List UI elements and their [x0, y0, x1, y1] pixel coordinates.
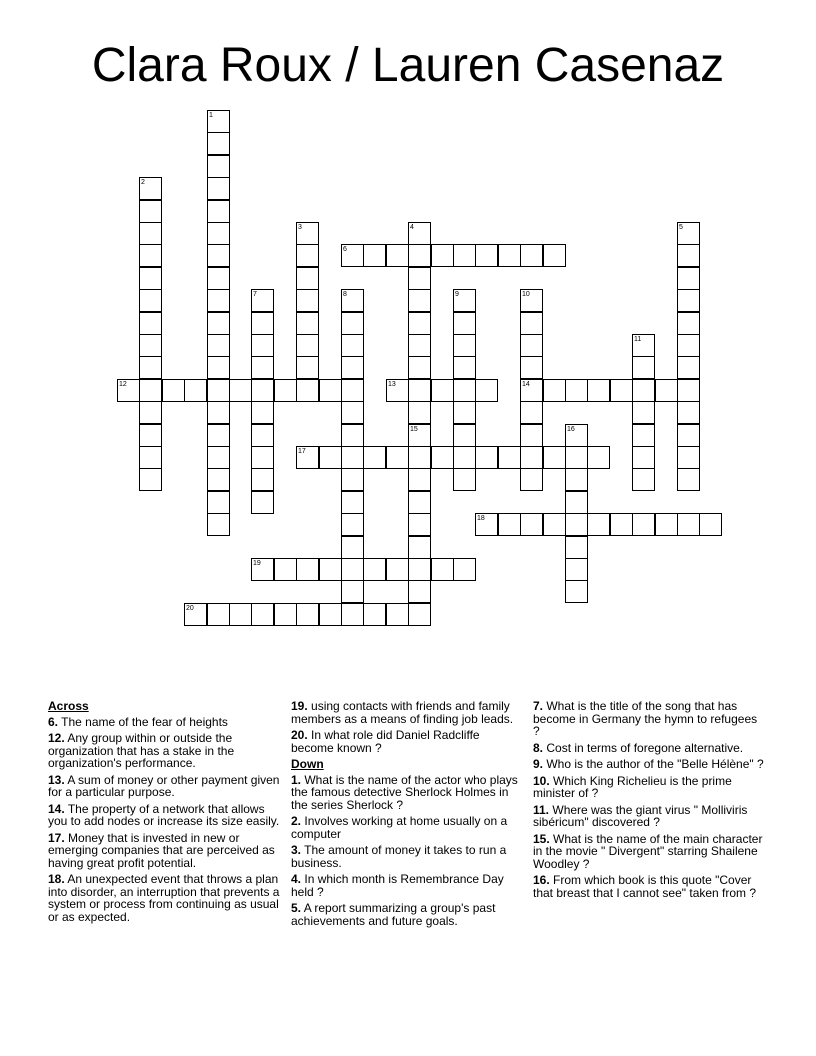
grid-cell[interactable] — [520, 424, 543, 447]
clue-text: In which month is Remembrance Day held ? — [291, 872, 504, 899]
grid-cell[interactable] — [251, 289, 274, 312]
grid-cell[interactable] — [565, 446, 588, 469]
grid-cell[interactable] — [207, 267, 230, 290]
grid-cell[interactable] — [296, 558, 319, 581]
grid-cell[interactable] — [632, 468, 655, 491]
grid-cell[interactable] — [341, 379, 364, 402]
clue-text: Who is the author of the "Belle Hélène" ? — [546, 757, 764, 771]
grid-cell[interactable] — [677, 334, 700, 357]
grid-cell[interactable] — [655, 513, 678, 536]
grid-cell[interactable] — [453, 312, 476, 335]
clue-down-2 — [291, 815, 523, 840]
clue-column-2 — [291, 700, 523, 931]
clue-down-9 — [533, 758, 765, 771]
grid-cell[interactable] — [296, 267, 319, 290]
grid-cell[interactable] — [207, 379, 230, 402]
clue-text: A sum of money or other payment given for a particular purpose. — [48, 772, 280, 799]
grid-cell[interactable] — [296, 446, 319, 469]
grid-cell[interactable] — [408, 289, 431, 312]
cell-number: 8 — [343, 291, 347, 298]
grid-cell[interactable] — [341, 446, 364, 469]
grid-cell[interactable] — [677, 401, 700, 424]
grid-cell[interactable] — [139, 244, 162, 267]
grid-cell[interactable] — [498, 446, 521, 469]
clue-across-14 — [48, 803, 280, 828]
grid-cell[interactable] — [207, 110, 230, 133]
grid-cell[interactable] — [139, 177, 162, 200]
clue-across-19 — [291, 700, 523, 725]
grid-cell[interactable] — [408, 244, 431, 267]
clue-across-13 — [48, 774, 280, 799]
grid-cell[interactable] — [632, 401, 655, 424]
grid-cell[interactable] — [207, 334, 230, 357]
clue-across-18 — [48, 873, 280, 923]
grid-cell[interactable] — [184, 379, 207, 402]
grid-cell[interactable] — [632, 446, 655, 469]
cell-number: 17 — [298, 448, 306, 455]
grid-cell[interactable] — [475, 446, 498, 469]
grid-cell[interactable] — [408, 468, 431, 491]
grid-cell[interactable] — [296, 356, 319, 379]
clue-text: Money that is invested in new or emerging companies that are perceived as having great profit potential. — [48, 830, 275, 870]
grid-cell[interactable] — [431, 446, 454, 469]
cell-number: 9 — [455, 291, 459, 298]
puzzle-title: Clara Roux / Lauren Casenaz — [91, 39, 725, 92]
grid-cell[interactable] — [207, 200, 230, 223]
grid-cell[interactable] — [341, 580, 364, 603]
grid-cell[interactable] — [408, 312, 431, 335]
clue-number: 10. — [533, 773, 550, 788]
grid-cell[interactable] — [341, 468, 364, 491]
clue-down-11 — [533, 804, 765, 829]
grid-cell[interactable] — [655, 379, 678, 402]
grid-cell[interactable] — [341, 603, 364, 626]
clue-text: A report summarizing a group's past achievements and future goals. — [291, 901, 496, 928]
grid-cell[interactable] — [587, 379, 610, 402]
clue-text: Which King Richelieu is the prime minister of ? — [533, 773, 732, 800]
grid-cell[interactable] — [520, 446, 543, 469]
grid-cell[interactable] — [543, 513, 566, 536]
grid-cell[interactable] — [475, 244, 498, 267]
clue-text: using contacts with friends and family members as a means of finding job leads. — [291, 699, 514, 726]
grid-cell[interactable] — [453, 401, 476, 424]
grid-cell[interactable] — [520, 379, 543, 402]
grid-cell[interactable] — [319, 379, 342, 402]
grid-cell[interactable] — [207, 401, 230, 424]
grid-cell[interactable] — [408, 580, 431, 603]
clue-text: Involves working at home usually on a computer — [291, 814, 508, 841]
cell-number: 20 — [186, 605, 194, 612]
grid-cell[interactable] — [319, 603, 342, 626]
grid-cell[interactable] — [610, 513, 633, 536]
grid-cell[interactable] — [207, 468, 230, 491]
cell-number: 4 — [410, 224, 414, 231]
clue-number: 12. — [48, 731, 65, 745]
grid-cell[interactable] — [677, 267, 700, 290]
clue-number: 17. — [48, 830, 65, 845]
grid-cell[interactable] — [341, 312, 364, 335]
grid-cell[interactable] — [408, 603, 431, 626]
grid-cell[interactable] — [296, 289, 319, 312]
clue-text: The name of the fear of heights — [61, 714, 228, 729]
clue-down-1 — [291, 774, 523, 812]
grid-cell[interactable] — [453, 244, 476, 267]
grid-cell[interactable] — [341, 334, 364, 357]
grid-cell[interactable] — [565, 513, 588, 536]
grid-cell[interactable] — [520, 334, 543, 357]
clue-number: 14. — [48, 801, 65, 816]
grid-cell[interactable] — [632, 334, 655, 357]
clue-text: Cost in terms of foregone alternative. — [546, 740, 744, 755]
grid-cell[interactable] — [229, 603, 252, 626]
clue-number: 5. — [291, 901, 302, 915]
grid-cell[interactable] — [139, 468, 162, 491]
clue-number: 13. — [48, 772, 65, 787]
grid-cell[interactable] — [587, 446, 610, 469]
cell-number: 15 — [410, 426, 418, 433]
grid-cell[interactable] — [520, 289, 543, 312]
clue-across-6 — [48, 716, 280, 729]
grid-cell[interactable] — [677, 244, 700, 267]
clue-number: 19. — [291, 699, 308, 713]
grid-cell[interactable] — [587, 513, 610, 536]
grid-cell[interactable] — [251, 424, 274, 447]
grid-cell[interactable] — [408, 267, 431, 290]
grid-cell[interactable] — [408, 536, 431, 559]
grid-cell[interactable] — [408, 513, 431, 536]
grid-cell[interactable] — [386, 244, 409, 267]
clue-number: 6. — [48, 714, 59, 729]
grid-cell[interactable] — [431, 558, 454, 581]
cell-number: 1 — [209, 112, 213, 119]
cell-number: 2 — [141, 179, 145, 186]
clue-across-17 — [48, 832, 280, 870]
cell-number: 5 — [679, 224, 683, 231]
clue-number: 1. — [291, 772, 302, 787]
grid-cell[interactable] — [408, 356, 431, 379]
grid-cell[interactable] — [565, 558, 588, 581]
grid-cell[interactable] — [677, 356, 700, 379]
grid-cell[interactable] — [341, 356, 364, 379]
clue-text: Any group within or outside the organization that has a stake in the organization's performance. — [48, 731, 235, 770]
grid-cell[interactable] — [341, 401, 364, 424]
clue-text: What is the title of the song that has become in Germany the hymn to refugees ? — [533, 699, 758, 738]
grid-cell[interactable] — [251, 356, 274, 379]
grid-cell[interactable] — [632, 513, 655, 536]
grid-cell[interactable] — [363, 446, 386, 469]
clue-number: 15. — [533, 831, 550, 846]
grid-cell[interactable] — [520, 312, 543, 335]
grid-cell[interactable] — [408, 334, 431, 357]
grid-cell[interactable] — [319, 446, 342, 469]
grid-cell[interactable] — [453, 356, 476, 379]
clue-text: The property of a network that allows you to add nodes or increase its size easily. — [48, 801, 280, 828]
grid-cell[interactable] — [139, 356, 162, 379]
grid-cell[interactable] — [677, 468, 700, 491]
grid-cell[interactable] — [251, 468, 274, 491]
grid-cell[interactable] — [296, 603, 319, 626]
across-heading: Across — [48, 699, 89, 713]
clue-number: 3. — [291, 843, 302, 857]
grid-cell[interactable] — [207, 222, 230, 245]
grid-cell[interactable] — [520, 513, 543, 536]
grid-cell[interactable] — [341, 424, 364, 447]
clue-down-8 — [533, 742, 765, 755]
grid-cell[interactable] — [296, 222, 319, 245]
grid-cell[interactable] — [274, 603, 297, 626]
grid-cell[interactable] — [207, 491, 230, 514]
grid-cell[interactable] — [207, 289, 230, 312]
clue-text: An unexpected event that throws a plan into disorder, an interruption that prevents a system or process from continuing as usual or as expected. — [48, 872, 280, 924]
cell-number: 11 — [634, 336, 642, 343]
grid-cell[interactable] — [677, 446, 700, 469]
grid-cell[interactable] — [475, 513, 498, 536]
grid-cell[interactable] — [296, 312, 319, 335]
grid-cell[interactable] — [677, 312, 700, 335]
clue-text: Where was the giant virus " Molliviris sibéricum" discovered ? — [533, 802, 748, 829]
grid-cell[interactable] — [251, 312, 274, 335]
grid-cell[interactable] — [520, 244, 543, 267]
grid-cell[interactable] — [408, 446, 431, 469]
grid-cell[interactable] — [207, 424, 230, 447]
down-heading: Down — [291, 757, 324, 771]
grid-cell[interactable] — [565, 580, 588, 603]
clue-text: From which book is this quote "Cover that breast that I cannot see" taken from ? — [533, 873, 757, 900]
grid-cell[interactable] — [296, 334, 319, 357]
grid-cell[interactable] — [207, 513, 230, 536]
grid-cell[interactable] — [520, 356, 543, 379]
grid-cell[interactable] — [565, 379, 588, 402]
grid-cell[interactable] — [431, 244, 454, 267]
grid-cell[interactable] — [408, 424, 431, 447]
grid-cell[interactable] — [453, 424, 476, 447]
clue-down-7 — [533, 700, 765, 738]
grid-cell[interactable] — [453, 289, 476, 312]
grid-cell[interactable] — [251, 401, 274, 424]
grid-cell[interactable] — [139, 379, 162, 402]
clue-number: 9. — [533, 757, 544, 771]
grid-cell[interactable] — [408, 558, 431, 581]
clue-across-12 — [48, 732, 280, 770]
grid-cell[interactable] — [431, 379, 454, 402]
grid-cell[interactable] — [453, 334, 476, 357]
grid-cell[interactable] — [274, 558, 297, 581]
grid-cell[interactable] — [207, 177, 230, 200]
grid-cell[interactable] — [498, 513, 521, 536]
grid-cell[interactable] — [251, 558, 274, 581]
grid-cell[interactable] — [296, 244, 319, 267]
grid-cell[interactable] — [677, 513, 700, 536]
grid-cell[interactable] — [207, 132, 230, 155]
clue-number: 16. — [533, 873, 550, 887]
grid-cell[interactable] — [207, 446, 230, 469]
grid-cell[interactable] — [251, 446, 274, 469]
grid-cell[interactable] — [453, 446, 476, 469]
grid-cell[interactable] — [207, 356, 230, 379]
clue-text: The amount of money it takes to run a business. — [291, 843, 507, 870]
grid-cell[interactable] — [565, 468, 588, 491]
grid-cell[interactable] — [139, 222, 162, 245]
grid-cell[interactable] — [341, 513, 364, 536]
grid-cell[interactable] — [386, 379, 409, 402]
clue-down-10 — [533, 775, 765, 800]
grid-cell[interactable] — [677, 222, 700, 245]
cell-number: 3 — [298, 224, 302, 231]
clue-text: What is the name of the main character in the movie " Divergent" starring Shailene Woodley ? — [533, 831, 763, 871]
grid-cell[interactable] — [229, 379, 252, 402]
grid-cell[interactable] — [207, 603, 230, 626]
grid-cell[interactable] — [274, 379, 297, 402]
grid-cell[interactable] — [565, 491, 588, 514]
grid-cell[interactable] — [341, 244, 364, 267]
cell-number: 6 — [343, 246, 347, 253]
grid-cell[interactable] — [117, 379, 140, 402]
cell-number: 16 — [567, 426, 575, 433]
grid-cell[interactable] — [699, 513, 722, 536]
grid-cell[interactable] — [408, 491, 431, 514]
grid-cell[interactable] — [543, 446, 566, 469]
grid-cell[interactable] — [139, 312, 162, 335]
grid-cell[interactable] — [139, 334, 162, 357]
grid-cell[interactable] — [677, 379, 700, 402]
grid-cell[interactable] — [139, 267, 162, 290]
grid-cell[interactable] — [341, 536, 364, 559]
grid-cell[interactable] — [677, 289, 700, 312]
cell-number: 10 — [522, 291, 530, 298]
clue-number: 11. — [533, 802, 550, 817]
grid-cell[interactable] — [363, 558, 386, 581]
grid-cell[interactable] — [207, 244, 230, 267]
clue-text: In what role did Daniel Radcliffe become known ? — [291, 728, 480, 755]
grid-cell[interactable] — [632, 424, 655, 447]
grid-cell[interactable] — [453, 558, 476, 581]
grid-cell[interactable] — [341, 491, 364, 514]
grid-cell[interactable] — [632, 379, 655, 402]
grid-cell[interactable] — [498, 244, 521, 267]
grid-cell[interactable] — [207, 155, 230, 178]
grid-cell[interactable] — [565, 536, 588, 559]
clue-number: 4. — [291, 872, 302, 886]
grid-cell[interactable] — [386, 446, 409, 469]
grid-cell[interactable] — [408, 222, 431, 245]
grid-cell[interactable] — [565, 424, 588, 447]
clue-down-15 — [533, 833, 765, 871]
grid-cell[interactable] — [251, 334, 274, 357]
cell-number: 13 — [388, 381, 396, 388]
cell-number: 19 — [253, 560, 261, 567]
grid-cell[interactable] — [207, 312, 230, 335]
clue-text: What is the name of the actor who plays the famous detective Sherlock Holmes in the series Sherlock ? — [291, 772, 518, 812]
grid-cell[interactable] — [386, 603, 409, 626]
grid-cell[interactable] — [453, 468, 476, 491]
grid-cell[interactable] — [632, 356, 655, 379]
grid-cell[interactable] — [363, 603, 386, 626]
grid-cell[interactable] — [319, 558, 342, 581]
grid-cell[interactable] — [341, 289, 364, 312]
grid-cell[interactable] — [520, 401, 543, 424]
clue-down-5 — [291, 902, 523, 927]
grid-cell[interactable] — [543, 379, 566, 402]
clue-down-4 — [291, 873, 523, 898]
grid-cell[interactable] — [251, 491, 274, 514]
grid-cell[interactable] — [139, 401, 162, 424]
cell-number: 12 — [119, 381, 127, 388]
grid-cell[interactable] — [162, 379, 185, 402]
clue-number: 18. — [48, 872, 65, 886]
cell-number: 14 — [522, 381, 530, 388]
clue-number: 20. — [291, 728, 308, 742]
grid-cell[interactable] — [610, 379, 633, 402]
grid-cell[interactable] — [677, 424, 700, 447]
clue-down-3 — [291, 844, 523, 869]
grid-cell[interactable] — [386, 558, 409, 581]
grid-cell[interactable] — [139, 424, 162, 447]
grid-cell[interactable] — [251, 379, 274, 402]
clue-number: 7. — [533, 699, 544, 713]
grid-cell[interactable] — [251, 603, 274, 626]
cell-number: 18 — [477, 515, 485, 522]
grid-cell[interactable] — [296, 379, 319, 402]
grid-cell[interactable] — [475, 379, 498, 402]
grid-cell[interactable] — [363, 244, 386, 267]
grid-cell[interactable] — [408, 401, 431, 424]
cell-number: 7 — [253, 291, 257, 298]
grid-cell[interactable] — [139, 289, 162, 312]
grid-cell[interactable] — [408, 379, 431, 402]
grid-cell[interactable] — [520, 468, 543, 491]
grid-cell[interactable] — [139, 446, 162, 469]
grid-cell[interactable] — [341, 558, 364, 581]
clue-down-16 — [533, 874, 765, 899]
clue-column-3 — [533, 700, 765, 903]
grid-cell[interactable] — [453, 379, 476, 402]
grid-cell[interactable] — [543, 244, 566, 267]
clue-number: 2. — [291, 814, 302, 828]
grid-cell[interactable] — [184, 603, 207, 626]
grid-cell[interactable] — [139, 200, 162, 223]
clue-column-1 — [48, 700, 280, 927]
clue-across-20 — [291, 729, 523, 754]
clue-number: 8. — [533, 740, 544, 755]
